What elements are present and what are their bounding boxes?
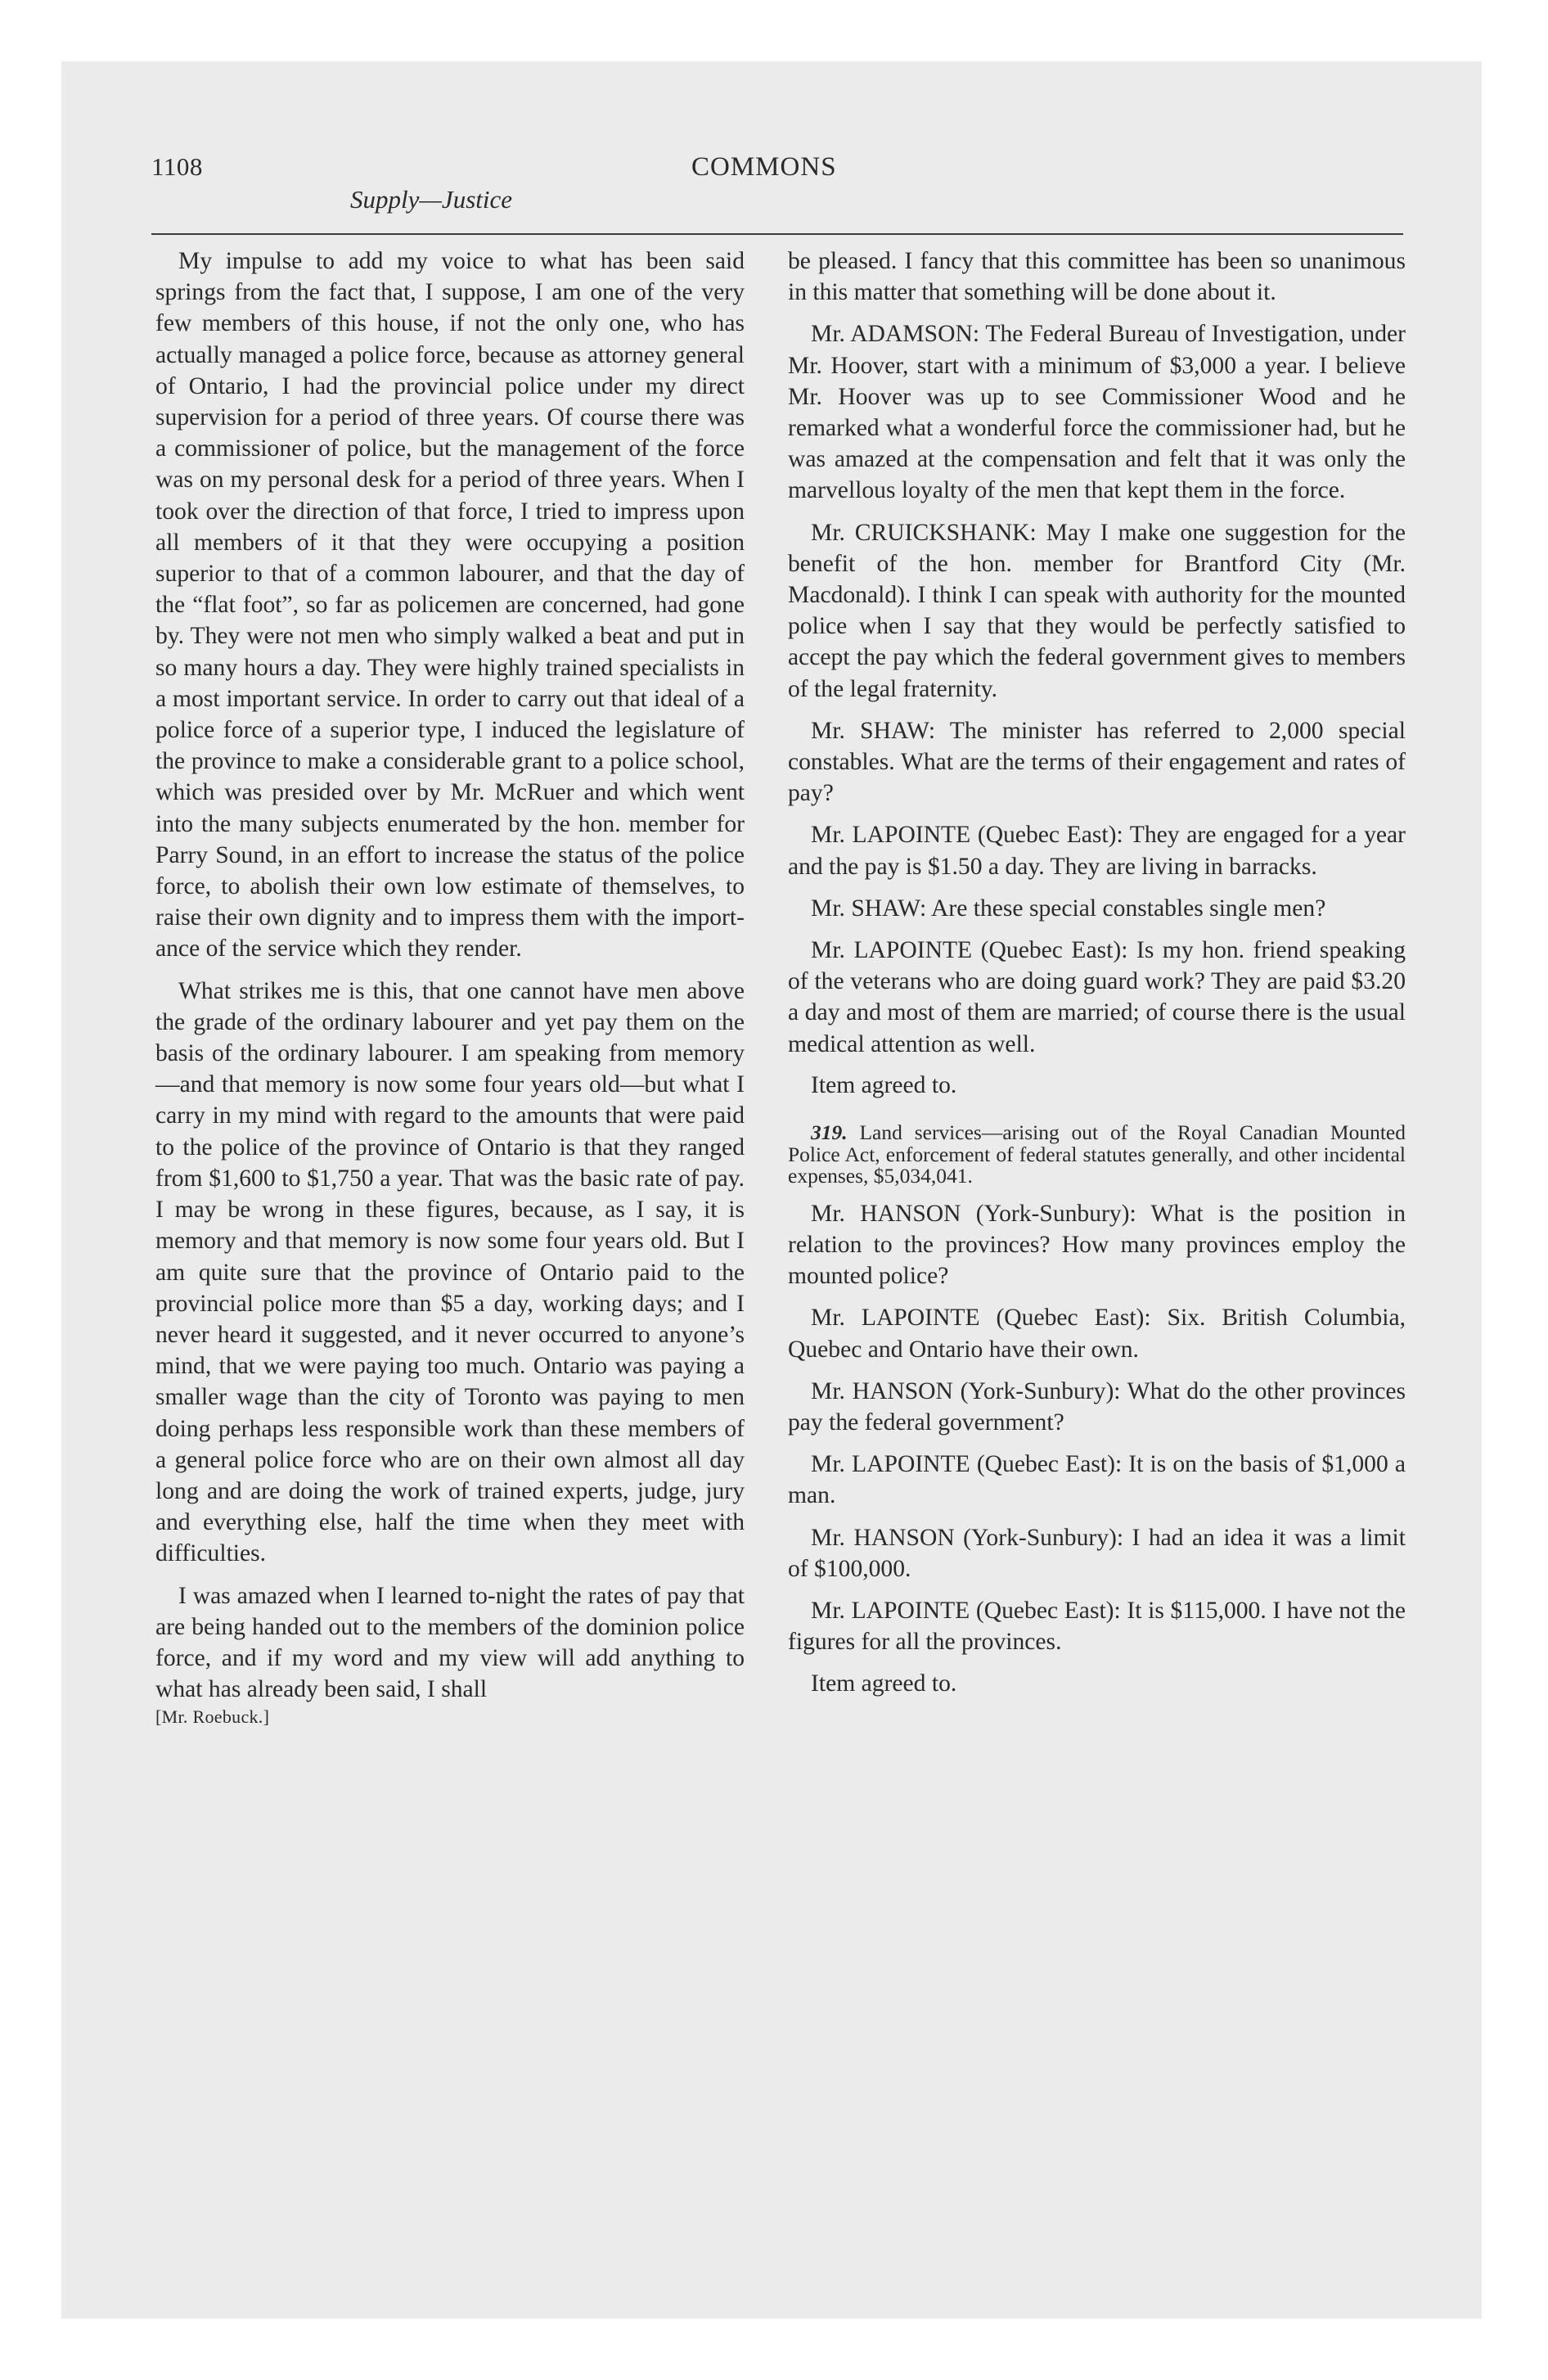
speech: Mr. LAPOINTE (Quebec East): They are engaged for a year and the pay is $1.50 a day. They are living in barracks. — [788, 822, 1406, 880]
speech: Mr. LAPOINTE (Quebec East): It is $115,000. I have not the figures for all the provinces. — [788, 1598, 1406, 1656]
right-column — [788, 246, 1406, 1699]
page-number: 1108 — [151, 152, 203, 181]
speech: Mr. HANSON (York-Sunbury): What do the other provinces pay the federal government? — [788, 1377, 1406, 1436]
vote-item — [788, 1122, 1406, 1188]
paragraph: What strikes me is this, that one cannot have men above the grade of the ordinary labourer and yet pay them on the basis of the ordinary labourer. I am speaking from memory—and that memory is now some four years old—but what I carry in my mind with regard to the amounts that were paid to the police of the province of Ontario is that they ranged from $1,600 to $1,750 a year. That was the basic rate of pay. I may be wrong in these figures, because, as I say, it is memory and that memory is now some four years old. But I am quite sure that the province of Ontario paid to the provincial police more than $5 a day, working days; and I never heard it suggested, and it never occurred to anyone’s mind, that we were paying too much. Ontario was paying a smaller wage than the city of Toronto was paying to men doing perhaps less responsible work than these members of a general police force who are on their own almost all day long and are doing the work of trained experts, judge, jury and everything else, half the time when they meet with difficulties. — [155, 977, 745, 1567]
header-rule — [151, 233, 1403, 235]
paragraph: I was amazed when I learned to-night the rates of pay that are being handed out to the members of the dominion police force, and if my word and my view will add anything to what has already been said, I shall — [155, 1582, 745, 1703]
speech: Mr. CRUICKSHANK: May I make one suggestion for the benefit of the hon. member for Brantford City (Mr. Macdonald). I think I can speak with authority for the mounted police when I say that they would be perfectly satisfied to accept the pay which the federal government gives to members of the legal fraternity. — [788, 519, 1406, 702]
speech: Mr. LAPOINTE (Quebec East): Is my hon. friend speaking of the veterans who are doing guard work? They are paid $3.20 a day and most of them are married; of course there is the usual medical attention as well. — [788, 937, 1406, 1057]
vote-text: Land services—arising out of the Royal Canadian Mounted Police Act, enforcement of federal statutes generally, and other incidental expenses, $5,034,041. — [788, 1120, 1406, 1188]
speech: Mr. HANSON (York-Sunbury): I had an idea it was a limit of $100,000. — [788, 1524, 1406, 1582]
speech: Mr. LAPOINTE (Quebec East): Six. British Columbia, Quebec and Ontario have their own. — [788, 1305, 1406, 1363]
item-agreed: Item agreed to. — [811, 1670, 957, 1697]
speech: Mr. SHAW: The minister has referred to 2,000 special constables. What are the terms of their engagement and rates of pay? — [788, 717, 1406, 807]
paragraph: My impulse to add my voice to what has been said springs from the fact that, I suppose, I am one of the very few members of this house, if not the only one, who has actually managed a police force, because as attorney general of Ontario, I had the provincial police under my direct supervision for a period of three years. Of course there was a commissioner of police, but the management of the force was on my personal desk for a period of three years. When I took over the direction of that force, I tried to impress upon all members of it that they were occupying a position superior to that of a common labourer, and that the day of the “flat foot”, so far as policemen are concerned, had gone by. They were not men who simply walked a beat and put in so many hours a day. They were highly trained specialists in a most important service. In order to carry out that ideal of a police force of a superior type, I induced the legislature of the province to make a considerable grant to a police school, which was presided over by Mr. McRuer and which went into the many subjects enumerated by the hon. member for Parry Sound, in an effort to increase the status of the police force, to abolish their own low estimate of themselves, to raise their own dignity and to impress them with the importance of the service which they render. — [155, 248, 745, 962]
speech: Mr. HANSON (York-Sunbury): What is the position in relation to the provinces? How many provinces employ the mounted police? — [788, 1200, 1406, 1290]
speech: Mr. SHAW: Are these special constables single men? — [811, 895, 1326, 922]
left-column — [155, 246, 745, 1729]
paragraph-continuation: be pleased. I fancy that this committee has been so unanimous in this matter that something will be done about it. — [788, 248, 1406, 306]
vote-number: 319. — [811, 1120, 848, 1145]
section-subtitle: Supply—Justice — [350, 185, 513, 214]
speech: Mr. LAPOINTE (Quebec East): It is on the basis of $1,000 a man. — [788, 1451, 1406, 1509]
speech: Mr. ADAMSON: The Federal Bureau of Investigation, under Mr. Hoover, start with a minimum of $3,000 a year. I believe Mr. Hoover was up to see Commissioner Wood and he remarked what a wonderful force the commissioner had, but he was amazed at the compensation and felt that it was only the marvellous loyalty of the men that kept them in the force. — [788, 321, 1406, 504]
item-agreed: Item agreed to. — [811, 1071, 957, 1098]
running-title: COMMONS — [691, 152, 837, 182]
speaker-attribution: [Mr. Roebuck.] — [155, 1706, 270, 1728]
